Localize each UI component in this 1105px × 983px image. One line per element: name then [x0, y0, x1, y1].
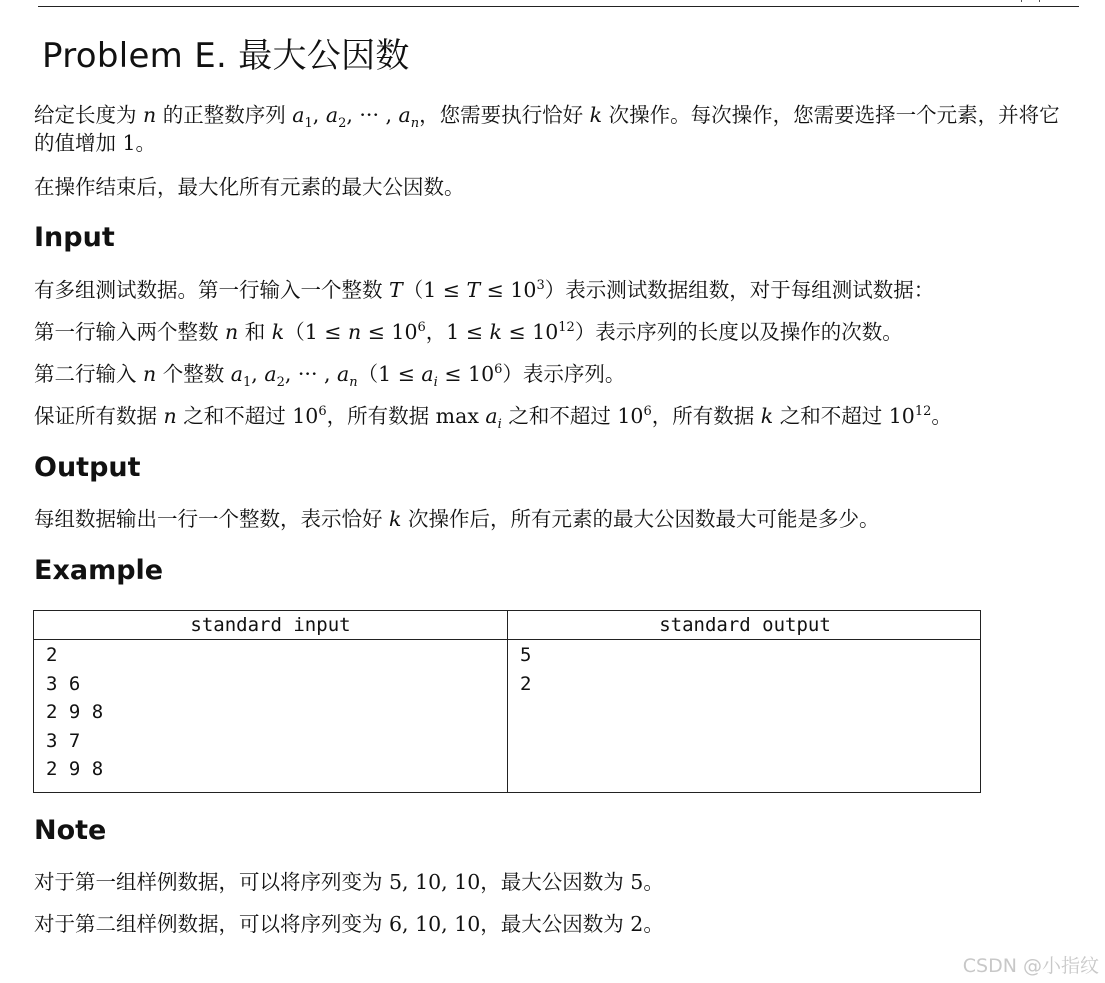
output-line: 5: [520, 644, 532, 666]
input-line-4: 保证所有数据 n 之和不超过 $10^6$，所有数据 $\max a_i$ 之和不超过 $10^6$，所有数据 k 之和不超过 $10^{12}$。: [34, 404, 952, 433]
statement-paragraph-1: 给定长度为 n 的正整数序列 $a_1$, $a_2$, ··· , $a_n$，您需要执行恰好 k 次操作。每次操作，您需要选择一个元素，并将它的值增加 1。: [34, 103, 1060, 155]
output-heading: Output: [34, 452, 141, 483]
input-line-2: 第一行输入两个整数 n 和 $k(1 \le n \le 10^6$，$1 \le k \le 10^{12}$）表示序列的长度以及操作的次数。: [34, 320, 903, 344]
note-line-2: 对于第二组样例数据，可以将序列变为 6, 10, 10，最大公因数为 2。: [34, 912, 664, 936]
standard-input-cell: [46, 640, 103, 784]
input-heading: Input: [34, 222, 115, 253]
input-line: 3 7: [46, 729, 81, 752]
input-line: 3 6: [46, 672, 81, 695]
input-line: 2: [46, 644, 58, 666]
problem-title: Problem E. 最大公因数: [42, 36, 410, 76]
watermark: CSDN @小指纹: [962, 955, 1099, 977]
standard-output-header: standard output: [659, 614, 831, 636]
output-line: 2: [520, 672, 532, 695]
note-line-1: 对于第一组样例数据，可以将序列变为 5, 10, 10，最大公因数为 5。: [34, 870, 664, 894]
header-rule: [38, 6, 1079, 7]
input-line-3: 第二行输入 n 个整数 $a_1$, $a_2$, ··· , $a_n(1 \le a_i \le 10^6)$表示序列。: [34, 362, 626, 391]
example-table: [33, 610, 981, 793]
table-header-divider: [34, 639, 980, 640]
input-line: 2 9 8: [46, 701, 104, 723]
page-marker: [1017, 0, 1047, 2]
statement-paragraph-2: 在操作结束后，最大化所有元素的最大公因数。: [34, 175, 465, 199]
note-heading: Note: [34, 815, 107, 846]
input-line-1: 有多组测试数据。第一行输入一个整数 $T(1 \le T \le 10^3)$表示测试数据组数，对于每组测试数据：: [34, 278, 935, 302]
output-line-1: 每组数据输出一行一个整数，表示恰好 k 次操作后，所有元素的最大公因数最大可能是多少。: [34, 507, 880, 531]
standard-output-cell: [520, 640, 531, 698]
standard-input-header: standard input: [190, 614, 351, 636]
input-line: 2 9 8: [46, 758, 104, 780]
example-heading: Example: [34, 555, 164, 586]
